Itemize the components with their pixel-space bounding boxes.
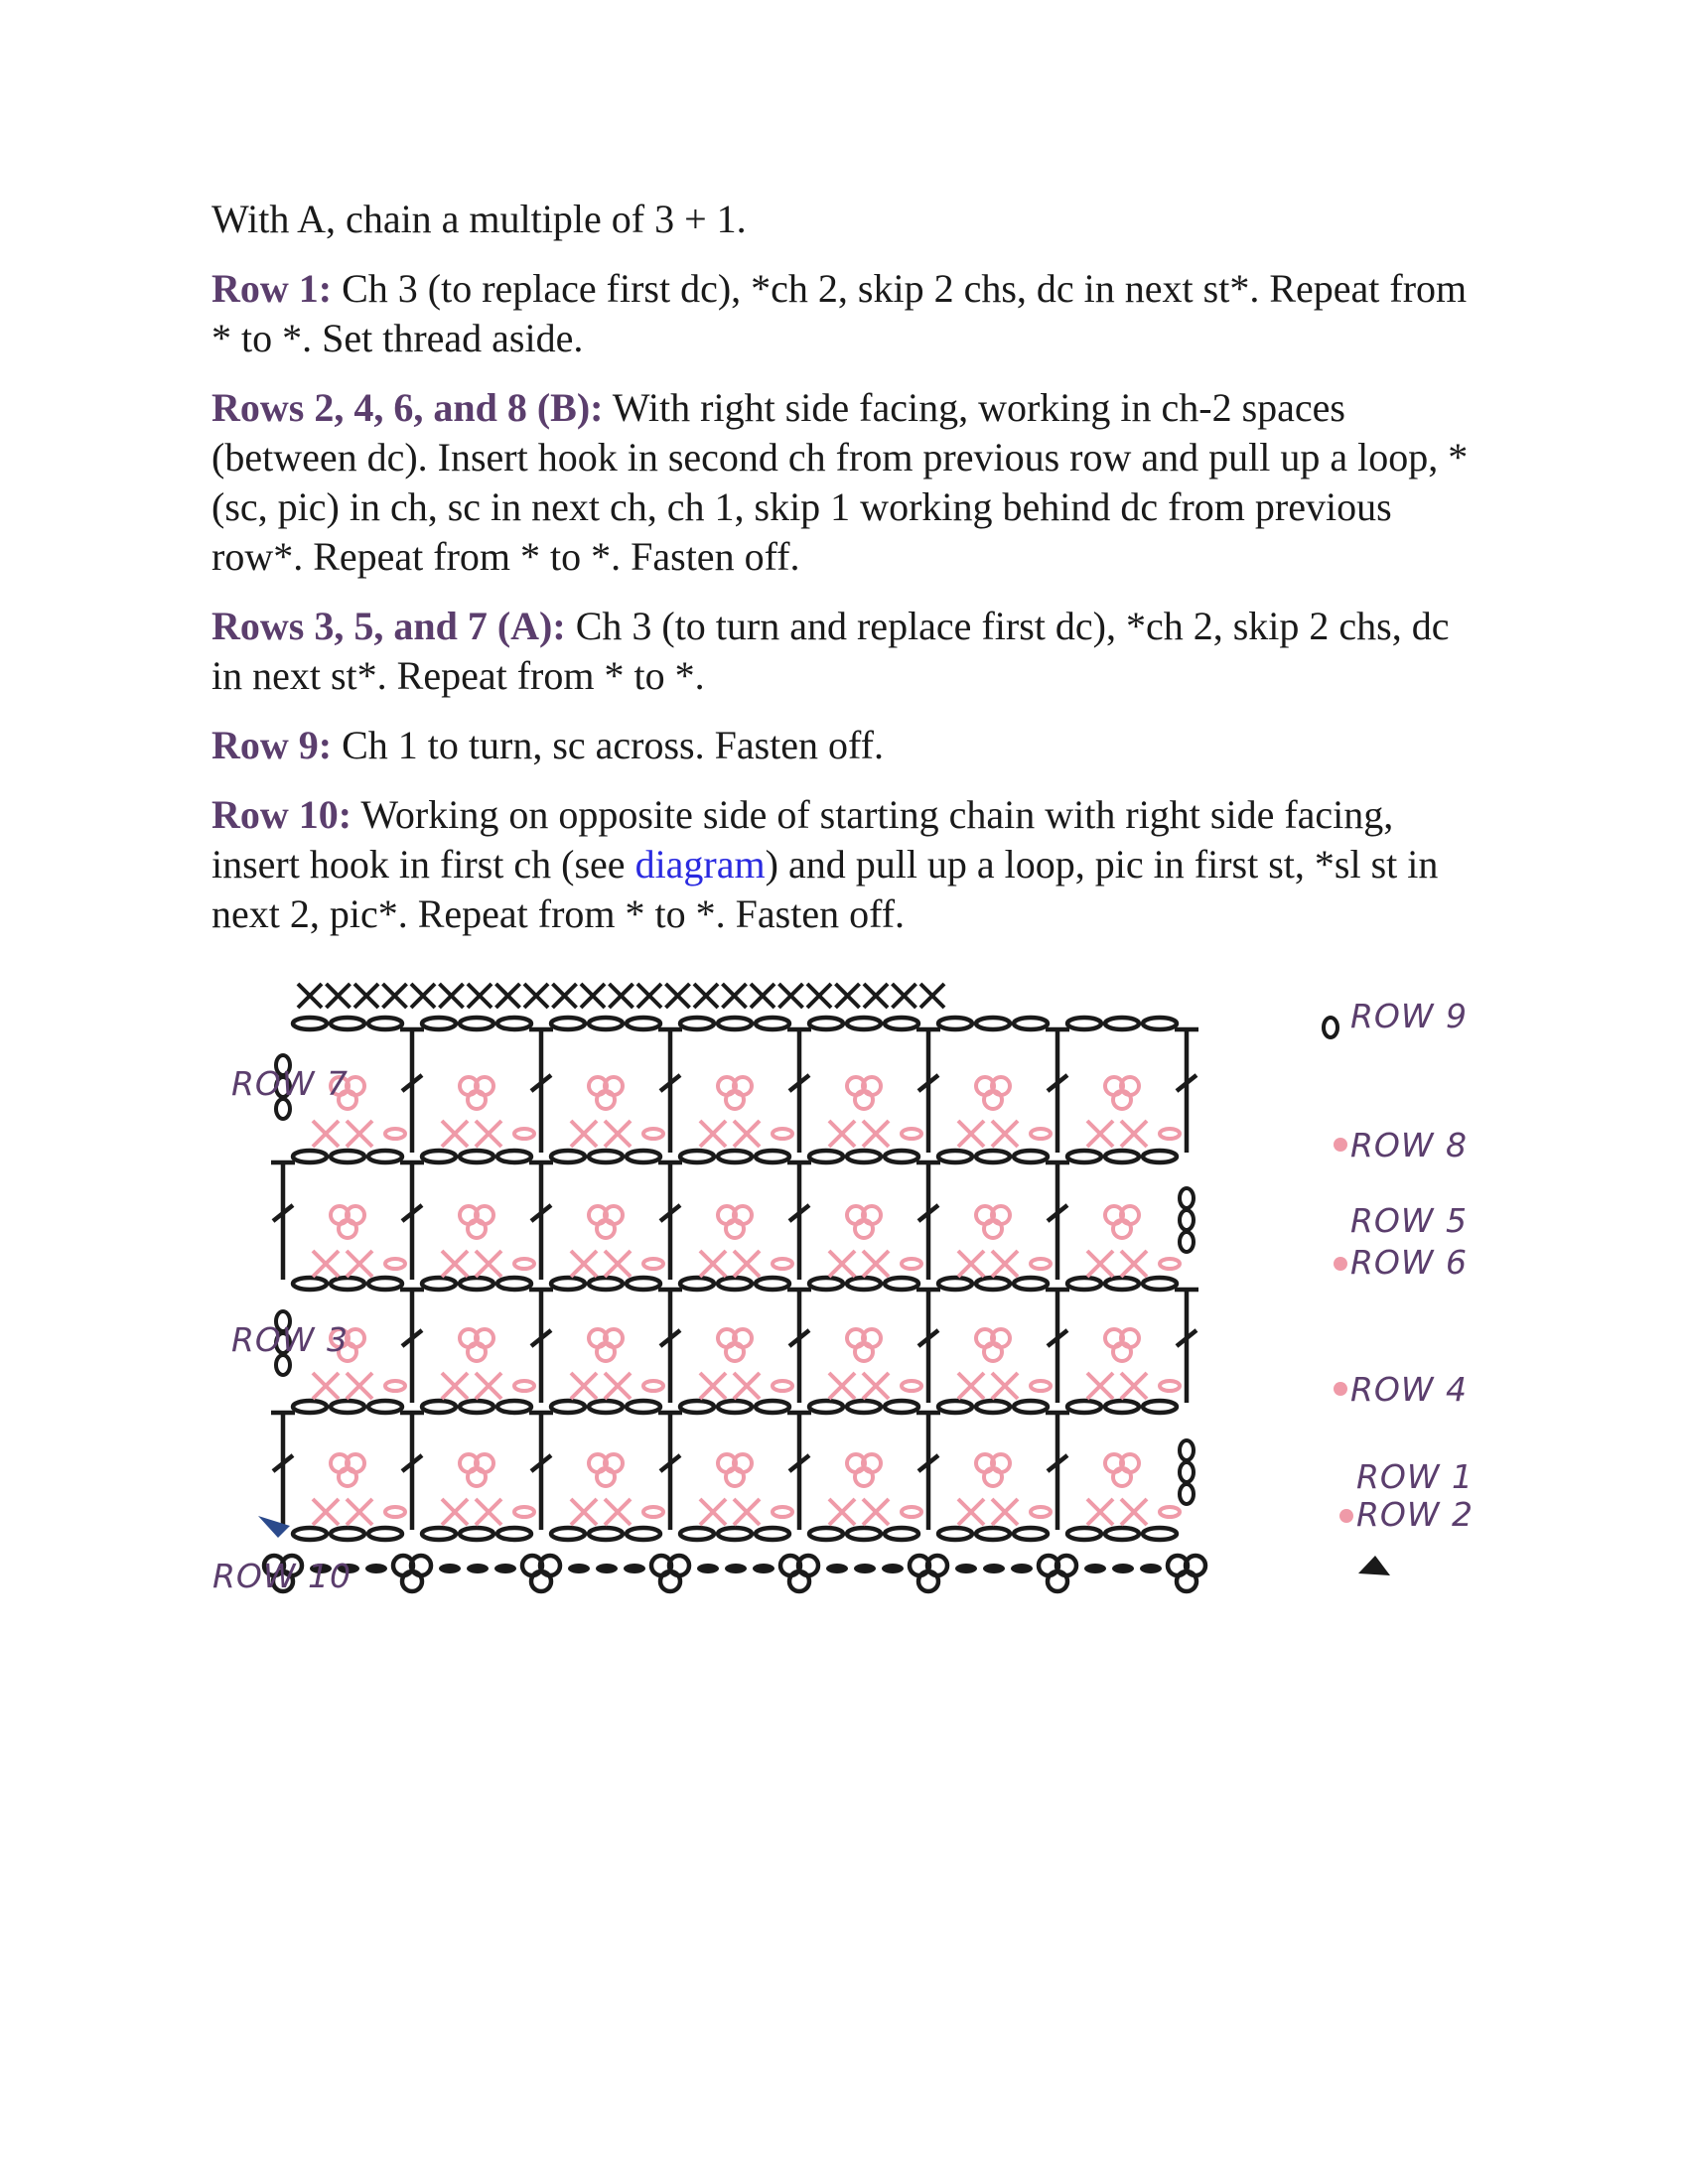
chain-row-0-chain-stitch <box>809 1018 843 1029</box>
chain-row-4-chain-stitch <box>1105 1528 1139 1540</box>
row6-ch1 <box>902 1259 921 1269</box>
chain-row-0-chain-stitch <box>680 1018 714 1029</box>
chain-row-4-chain-stitch <box>718 1528 752 1540</box>
row2-ch1 <box>385 1507 405 1517</box>
row10-picot-loop <box>918 1571 938 1591</box>
row8-ch1 <box>643 1129 663 1139</box>
chain-row-1-chain-stitch <box>422 1151 456 1162</box>
chain-row-0-chain-stitch <box>368 1018 402 1029</box>
row5-turning-chain <box>1180 1188 1194 1208</box>
chain-row-4-chain-stitch <box>1067 1528 1101 1540</box>
chain-row-3-chain-stitch <box>1143 1401 1177 1413</box>
row4-ch1 <box>902 1381 921 1391</box>
chain-row-2-chain-stitch <box>627 1278 660 1290</box>
chain-row-0-chain-stitch <box>627 1018 660 1029</box>
chain-row-3-chain-stitch <box>589 1401 623 1413</box>
label-row5: ROW 5 <box>1350 1201 1469 1240</box>
chain-row-2-chain-stitch <box>718 1278 752 1290</box>
chain-row-2-chain-stitch <box>1105 1278 1139 1290</box>
row1-label: Row 1: <box>211 266 333 311</box>
label-row9: ROW 9 <box>1350 997 1469 1035</box>
label-row10: ROW 10 <box>212 1557 352 1595</box>
row8-ch1 <box>1160 1129 1180 1139</box>
chain-row-2-chain-stitch <box>460 1278 493 1290</box>
row9-text: Ch 1 to turn, sc across. Fasten off. <box>332 723 884 767</box>
chain-row-0-chain-stitch <box>293 1018 327 1029</box>
row10-slip-stitch <box>697 1564 719 1573</box>
row4-picot-loop <box>855 1343 873 1361</box>
row9-paragraph <box>211 721 1482 770</box>
row10-slip-stitch <box>365 1564 387 1573</box>
row10-slip-stitch <box>753 1564 774 1573</box>
chain-row-2-chain-stitch <box>1143 1278 1177 1290</box>
chain-row-4-chain-stitch <box>460 1528 493 1540</box>
chain-row-2-chain-stitch <box>331 1278 364 1290</box>
chain-row-4-chain-stitch <box>627 1528 660 1540</box>
chain-row-1-chain-stitch <box>938 1151 972 1162</box>
chain-row-4-chain-stitch <box>847 1528 881 1540</box>
row8-ch1 <box>514 1129 534 1139</box>
row5-turning-chain <box>1180 1232 1194 1252</box>
chain-row-1-chain-stitch <box>1014 1151 1048 1162</box>
row8-ch1 <box>773 1129 792 1139</box>
chain-row-0-chain-stitch <box>1105 1018 1139 1029</box>
row2-ch1 <box>514 1507 534 1517</box>
chain-row-3-chain-stitch <box>1105 1401 1139 1413</box>
row4-picot-loop <box>984 1343 1002 1361</box>
chain-row-0-chain-stitch <box>938 1018 972 1029</box>
chain-row-3-chain-stitch <box>551 1401 585 1413</box>
row10-slip-stitch <box>882 1564 904 1573</box>
chain-row-4-chain-stitch <box>976 1528 1010 1540</box>
row2-ch1 <box>773 1507 792 1517</box>
row6-picot-loop <box>468 1220 486 1238</box>
row2-picot-loop <box>468 1468 486 1486</box>
chain-row-4-chain-stitch <box>293 1528 327 1540</box>
row10-slip-stitch <box>467 1564 489 1573</box>
chain-row-4-chain-stitch <box>422 1528 456 1540</box>
label-row8: ROW 8 <box>1350 1126 1469 1164</box>
chain-row-0-chain-stitch <box>1067 1018 1101 1029</box>
chain-row-3-chain-stitch <box>847 1401 881 1413</box>
row-label-dot <box>1334 1382 1347 1396</box>
row4-picot-loop <box>597 1343 615 1361</box>
chain-row-2-chain-stitch <box>497 1278 531 1290</box>
rows2468-label: Rows 2, 4, 6, and 8 (B): <box>211 385 604 430</box>
chain-row-1-chain-stitch <box>680 1151 714 1162</box>
row6-ch1 <box>385 1259 405 1269</box>
chain-row-2-chain-stitch <box>422 1278 456 1290</box>
row10-slip-stitch <box>624 1564 645 1573</box>
row4-ch1 <box>385 1381 405 1391</box>
row2-picot-loop <box>726 1468 744 1486</box>
row4-picot-loop <box>1113 1343 1131 1361</box>
row5-turning-chain <box>1180 1210 1194 1230</box>
chain-row-1-chain-stitch <box>1143 1151 1177 1162</box>
chain-row-2-chain-stitch <box>885 1278 918 1290</box>
row6-ch1 <box>1031 1259 1051 1269</box>
row6-ch1 <box>773 1259 792 1269</box>
row2-picot-loop <box>984 1468 1002 1486</box>
row8-picot-loop <box>855 1091 873 1109</box>
row1-text: Ch 3 (to replace first dc), *ch 2, skip 2 chs, dc in next st*. Repeat from * to *. Set thread aside. <box>211 266 1468 360</box>
row8-picot-loop <box>984 1091 1002 1109</box>
row10-slip-stitch <box>826 1564 848 1573</box>
chain-row-3-chain-stitch <box>627 1401 660 1413</box>
chain-row-1-chain-stitch <box>809 1151 843 1162</box>
chain-row-4-chain-stitch <box>1143 1528 1177 1540</box>
row10-slip-stitch <box>439 1564 461 1573</box>
row-label-dot <box>1334 1257 1347 1271</box>
chain-row-0-chain-stitch <box>331 1018 364 1029</box>
row4-ch1 <box>643 1381 663 1391</box>
row9-label: Row 9: <box>211 723 333 767</box>
chain-row-2-chain-stitch <box>368 1278 402 1290</box>
row1-turning-chain <box>1180 1462 1194 1482</box>
chain-row-2-chain-stitch <box>551 1278 585 1290</box>
rows357-paragraph <box>211 602 1482 701</box>
row6-ch1 <box>1160 1259 1180 1269</box>
rows357-text: Ch 3 (to turn and replace first dc), *ch 2, skip 2 chs, dc in next st*. Repeat from * to *. <box>211 604 1450 698</box>
chain-row-0-chain-stitch <box>460 1018 493 1029</box>
chain-row-0-chain-stitch <box>497 1018 531 1029</box>
chain-row-1-chain-stitch <box>460 1151 493 1162</box>
chain-row-4-chain-stitch <box>680 1528 714 1540</box>
row10-label: Row 10: <box>211 792 352 837</box>
chain-row-3-chain-stitch <box>1067 1401 1101 1413</box>
row8-picot-loop <box>726 1091 744 1109</box>
chain-row-2-chain-stitch <box>809 1278 843 1290</box>
chain-row-4-chain-stitch <box>938 1528 972 1540</box>
row10-paragraph <box>211 790 1482 939</box>
chain-row-3-chain-stitch <box>497 1401 531 1413</box>
row4-ch1 <box>773 1381 792 1391</box>
chain-row-3-chain-stitch <box>460 1401 493 1413</box>
row4-ch1 <box>1160 1381 1180 1391</box>
diagram-link[interactable]: diagram <box>634 842 766 887</box>
row10-picot-loop <box>1048 1571 1067 1591</box>
chain-row-3-chain-stitch <box>1014 1401 1048 1413</box>
chain-row-4-chain-stitch <box>368 1528 402 1540</box>
row8-picot-loop <box>468 1091 486 1109</box>
crochet-diagram <box>199 968 1475 1643</box>
label-row2: ROW 2 <box>1356 1495 1475 1534</box>
chain-row-0-chain-stitch <box>589 1018 623 1029</box>
row10-text-before: Working on opposite side of starting chain with right side facing, insert hook in first ch (see <box>211 792 1394 887</box>
row10-slip-stitch <box>596 1564 618 1573</box>
chain-row-0-chain-stitch <box>718 1018 752 1029</box>
row2-picot-loop <box>339 1468 356 1486</box>
intro-paragraph <box>211 195 1482 244</box>
row10-picot-loop <box>789 1571 809 1591</box>
chain-row-0-chain-stitch <box>885 1018 918 1029</box>
chain-row-3-chain-stitch <box>809 1401 843 1413</box>
stitch-symbols <box>258 984 1390 1591</box>
chain-row-2-chain-stitch <box>938 1278 972 1290</box>
chain-row-2-chain-stitch <box>756 1278 789 1290</box>
chain-row-1-chain-stitch <box>756 1151 789 1162</box>
intro-text: With A, chain a multiple of 3 + 1. <box>211 197 747 241</box>
row4-picot-loop <box>468 1343 486 1361</box>
chain-row-1-chain-stitch <box>627 1151 660 1162</box>
row10-picot-loop <box>660 1571 680 1591</box>
rows2468-text: With right side facing, working in ch-2 spaces (between dc). Insert hook in second ch from previous row and pull up a loop, *(sc, pic) in ch, sc in next ch, ch 1, skip 1 working behind dc from previous row*. Repeat from * to *. Fasten off. <box>211 385 1469 579</box>
row10-slip-stitch <box>1112 1564 1134 1573</box>
chain-row-1-chain-stitch <box>368 1151 402 1162</box>
instructions <box>211 195 1482 959</box>
row2-ch1 <box>902 1507 921 1517</box>
chain-row-0-chain-stitch <box>551 1018 585 1029</box>
row10-slip-stitch <box>494 1564 516 1573</box>
row2-ch1 <box>643 1507 663 1517</box>
chain-row-0-chain-stitch <box>1143 1018 1177 1029</box>
chain-row-2-chain-stitch <box>680 1278 714 1290</box>
row8-ch1 <box>1031 1129 1051 1139</box>
chain-row-1-chain-stitch <box>1067 1151 1101 1162</box>
row10-slip-stitch <box>1084 1564 1106 1573</box>
row1-paragraph <box>211 264 1482 363</box>
rows357-label: Rows 3, 5, and 7 (A): <box>211 604 566 648</box>
row6-ch1 <box>643 1259 663 1269</box>
row6-picot-loop <box>726 1220 744 1238</box>
chain-row-1-chain-stitch <box>293 1151 327 1162</box>
chain-row-1-chain-stitch <box>551 1151 585 1162</box>
chain-row-4-chain-stitch <box>331 1528 364 1540</box>
row8-ch1 <box>385 1129 405 1139</box>
row1-start-arrow-icon <box>1358 1556 1390 1575</box>
row8-ch1 <box>902 1129 921 1139</box>
chain-row-1-chain-stitch <box>1105 1151 1139 1162</box>
chain-row-4-chain-stitch <box>756 1528 789 1540</box>
row10-slip-stitch <box>955 1564 977 1573</box>
chain-row-4-chain-stitch <box>885 1528 918 1540</box>
label-row6: ROW 6 <box>1350 1243 1469 1282</box>
chain-row-2-chain-stitch <box>589 1278 623 1290</box>
row4-ch1 <box>514 1381 534 1391</box>
row2-ch1 <box>1031 1507 1051 1517</box>
row4-ch1 <box>1031 1381 1051 1391</box>
chain-row-4-chain-stitch <box>589 1528 623 1540</box>
row8-picot-loop <box>1113 1091 1131 1109</box>
label-row4: ROW 4 <box>1350 1370 1469 1409</box>
label-row7: ROW 7 <box>231 1064 350 1103</box>
chain-row-4-chain-stitch <box>497 1528 531 1540</box>
chain-row-2-chain-stitch <box>847 1278 881 1290</box>
chain-row-4-chain-stitch <box>809 1528 843 1540</box>
chain-row-3-chain-stitch <box>718 1401 752 1413</box>
chain-row-1-chain-stitch <box>885 1151 918 1162</box>
row8-picot-loop <box>597 1091 615 1109</box>
row2-picot-loop <box>855 1468 873 1486</box>
chain-row-2-chain-stitch <box>1014 1278 1048 1290</box>
chain-row-2-chain-stitch <box>1067 1278 1101 1290</box>
chain-row-0-chain-stitch <box>847 1018 881 1029</box>
rows2468-paragraph <box>211 383 1482 582</box>
row10-slip-stitch <box>854 1564 876 1573</box>
chain-row-1-chain-stitch <box>331 1151 364 1162</box>
row1-turning-chain <box>1180 1440 1194 1460</box>
chain-row-3-chain-stitch <box>680 1401 714 1413</box>
chain-row-3-chain-stitch <box>422 1401 456 1413</box>
chain-row-1-chain-stitch <box>497 1151 531 1162</box>
row-labels <box>212 997 1474 1595</box>
chain-row-2-chain-stitch <box>293 1278 327 1290</box>
chain-row-3-chain-stitch <box>331 1401 364 1413</box>
row6-picot-loop <box>597 1220 615 1238</box>
row10-slip-stitch <box>1011 1564 1033 1573</box>
row10-slip-stitch <box>983 1564 1005 1573</box>
row6-picot-loop <box>1113 1220 1131 1238</box>
row10-slip-stitch <box>1140 1564 1162 1573</box>
chain-row-1-chain-stitch <box>718 1151 752 1162</box>
chain-row-1-chain-stitch <box>847 1151 881 1162</box>
row2-ch1 <box>1160 1507 1180 1517</box>
label-row1: ROW 1 <box>1356 1457 1475 1496</box>
chain-row-3-chain-stitch <box>938 1401 972 1413</box>
row6-picot-loop <box>855 1220 873 1238</box>
chain-row-0-chain-stitch <box>1014 1018 1048 1029</box>
crochet-chart-svg <box>199 968 1475 1643</box>
row10-picot-loop <box>1177 1571 1196 1591</box>
chain-row-4-chain-stitch <box>1014 1528 1048 1540</box>
chain-row-1-chain-stitch <box>976 1151 1010 1162</box>
chain-row-0-chain-stitch <box>756 1018 789 1029</box>
label-row3: ROW 3 <box>231 1320 350 1359</box>
chain-row-3-chain-stitch <box>885 1401 918 1413</box>
row1-turning-chain <box>1180 1484 1194 1504</box>
row10-text-after: ) and pull up a loop, pic in first st, *sl st in next 2, pic*. Repeat from * to *. Fasten off. <box>211 842 1439 936</box>
chain-row-2-chain-stitch <box>976 1278 1010 1290</box>
row10-slip-stitch <box>568 1564 590 1573</box>
chain-row-3-chain-stitch <box>976 1401 1010 1413</box>
row6-picot-loop <box>339 1220 356 1238</box>
row6-picot-loop <box>984 1220 1002 1238</box>
row2-picot-loop <box>597 1468 615 1486</box>
row-label-dot <box>1334 1138 1347 1152</box>
row-label-dot <box>1339 1509 1353 1523</box>
row2-picot-loop <box>1113 1468 1131 1486</box>
row10-picot-loop <box>402 1571 422 1591</box>
row10-picot-loop <box>531 1571 551 1591</box>
row10-slip-stitch <box>725 1564 747 1573</box>
chain-row-4-chain-stitch <box>551 1528 585 1540</box>
chain-row-3-chain-stitch <box>293 1401 327 1413</box>
row4-picot-loop <box>726 1343 744 1361</box>
chain-row-0-chain-stitch <box>422 1018 456 1029</box>
chain-row-0-chain-stitch <box>976 1018 1010 1029</box>
chain-row-1-chain-stitch <box>589 1151 623 1162</box>
chain-row-3-chain-stitch <box>756 1401 789 1413</box>
row9-turning-chain <box>1324 1018 1337 1037</box>
row6-ch1 <box>514 1259 534 1269</box>
chain-row-3-chain-stitch <box>368 1401 402 1413</box>
